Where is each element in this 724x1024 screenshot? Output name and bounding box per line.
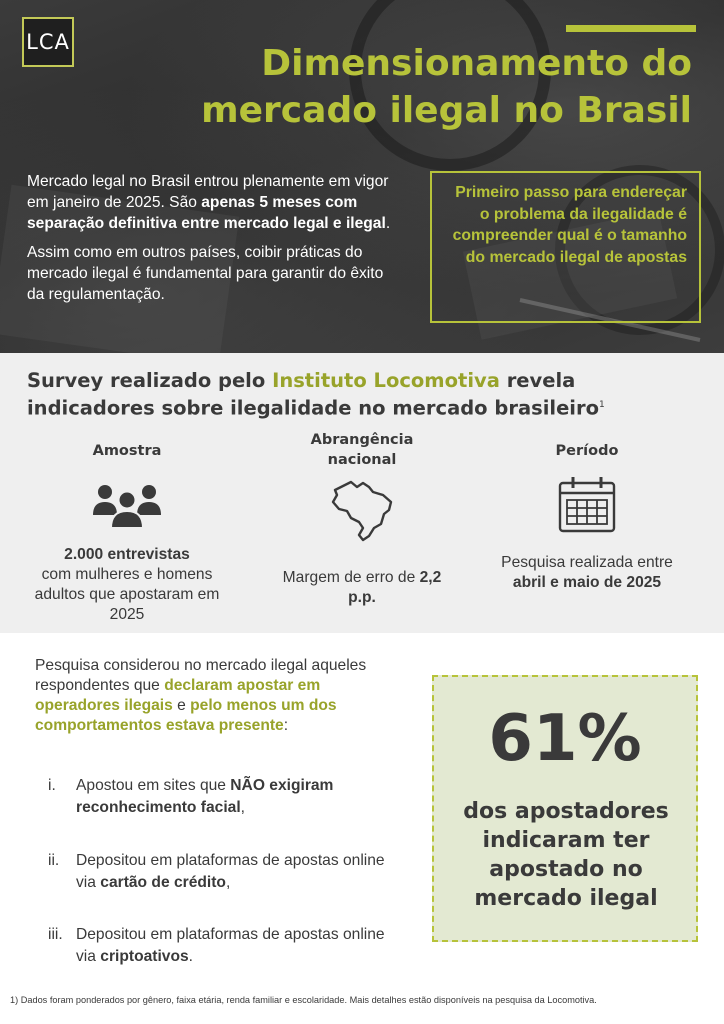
survey-heading [27,368,707,421]
list-item-number: iii. [48,926,63,943]
stat-coverage-bold: 2,2 p.p. [348,569,442,606]
footnote-ref: 1 [599,400,605,410]
highlight-description: dos apostadores indicaram ter apostado no mercado ilegal [463,799,669,911]
highlight-percentage: 61% [488,702,642,776]
criteria-highlight-2: pelo menos um dos comportamentos estava presente [35,697,337,734]
stat-sample-bold: 2.000 entrevistas [64,546,190,563]
survey-section [0,353,724,633]
stat-coverage-detail: Margem de erro de [282,569,420,586]
list-item-number: i. [48,777,56,794]
list-item-bold: cartão de crédito [100,874,226,891]
criteria-intro-1: Pesquisa considerou no mercado ilegal aqueles respondentes que [35,657,367,694]
list-item-plain: Apostou em sites que [76,777,231,794]
stat-coverage-text [282,568,442,608]
highlight-box [432,675,698,942]
criteria-intro [35,656,387,736]
title-line-1: Dimensionamento do [261,43,692,84]
stat-period-text [497,553,677,593]
stat-sample-detail: com mulheres e homens adultos que apostaram em 2025 [34,566,220,623]
survey-heading-start: Survey realizado pelo [27,369,273,392]
title-line-2: mercado ilegal no Brasil [201,90,692,131]
intro-p1-bold: apenas 5 meses com separação definitiva entre mercado legal e ilegal [27,194,386,232]
list-item-end: , [240,799,245,816]
intro-text [27,171,399,313]
people-icon [92,479,162,529]
stat-period [497,441,677,593]
stat-coverage-label-1: Abrangência [310,432,414,448]
stat-sample-label: Amostra [92,443,162,459]
stat-coverage [282,430,442,608]
intro-p1-text: Mercado legal no Brasil entrou plenamente em vigor em janeiro de 2025. São [27,173,389,211]
stat-period-detail: Pesquisa realizada entre [501,554,673,571]
list-item-plain: Depositou em plataformas de apostas online via [76,852,385,891]
stat-sample [32,441,222,625]
callout-box [430,171,701,323]
list-item-text [76,775,396,819]
stat-period-bold: abril e maio de 2025 [512,574,662,591]
list-item-text [76,924,396,968]
stat-coverage-label-2: nacional [327,452,397,468]
stat-coverage-label [282,430,442,470]
list-item-bold: NÃO exigiram reconhecimento facial [76,777,334,816]
footnote: 1) Dados foram ponderados por gênero, faixa etária, renda familiar e escolaridade. Mais detalhes estão disponíveis na pesquisa da Locomotiva. [10,995,597,1005]
intro-paragraph-2: Assim como em outros países, coibir práticas do mercado ilegal é fundamental para garantir do êxito da regulamentação. [27,244,384,303]
title-accent-bar [566,25,696,32]
brazil-map-icon [329,478,395,542]
list-item-end: . [188,948,194,965]
survey-heading-end: revela indicadores sobre ilegalidade no mercado brasileiro [27,369,600,420]
criteria-intro-3: : [283,717,289,734]
criteria-highlight-1: declaram apostar em operadores ilegais [35,677,321,714]
page-title [52,40,692,134]
stat-period-label: Período [555,443,619,459]
list-item-number: ii. [48,852,60,869]
stat-sample-text [32,545,222,625]
intro-p1-end: . [385,215,391,232]
list-item-end: , [225,874,231,891]
list-item-text [76,850,396,894]
list-item-bold: criptoativos [100,948,189,965]
criteria-intro-2: e [172,697,191,714]
list-item-plain: Depositou em plataformas de apostas online via [76,926,385,965]
logo-text: LCA [26,30,70,54]
survey-heading-accent: Instituto Locomotiva [272,369,500,392]
calendar-icon [557,475,617,533]
intro-paragraph-1 [27,171,399,234]
callout-text: Primeiro passo para endereçar o problema da ilegalidade é compreender qual é o tamanho do mercado ilegal de apostas [452,184,687,266]
hero-banner [0,0,724,353]
